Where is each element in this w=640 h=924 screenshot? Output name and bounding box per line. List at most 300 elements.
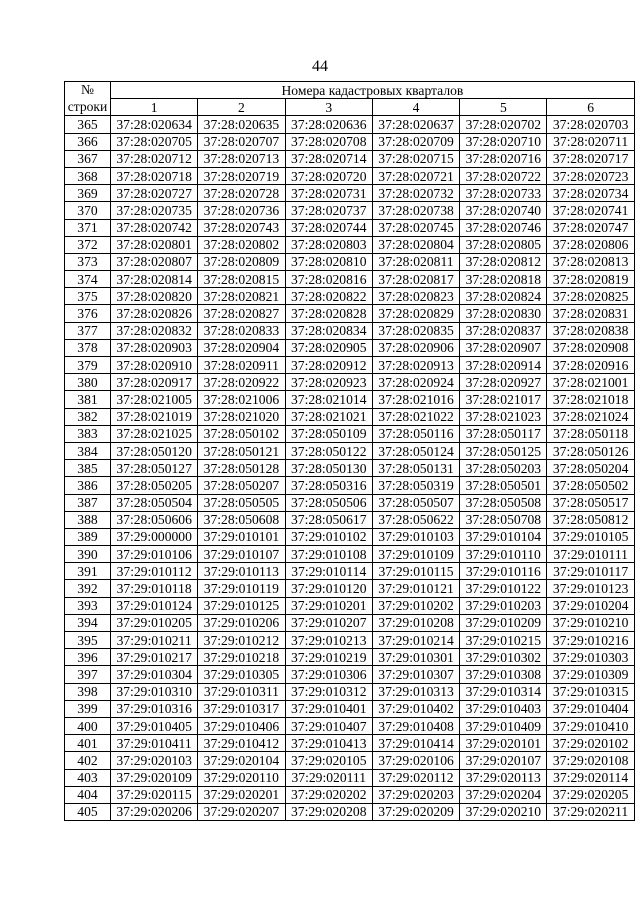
cadastral-number-cell: 37:28:020906 — [372, 339, 459, 356]
cadastral-number-cell: 37:29:010316 — [111, 700, 198, 717]
row-number-cell: 368 — [65, 167, 111, 184]
table-row — [65, 236, 635, 253]
cadastral-number-cell: 37:28:020720 — [285, 167, 372, 184]
cadastral-number-cell: 37:28:050319 — [372, 477, 459, 494]
cadastral-number-cell: 37:28:020810 — [285, 253, 372, 270]
row-number-cell: 380 — [65, 374, 111, 391]
cadastral-table — [64, 81, 635, 821]
cadastral-number-cell: 37:28:050502 — [547, 477, 634, 494]
cadastral-number-cell: 37:29:010317 — [198, 700, 285, 717]
cadastral-number-cell: 37:29:020102 — [547, 735, 634, 752]
cadastral-number-cell: 37:28:021005 — [111, 391, 198, 408]
cadastral-number-cell: 37:28:020837 — [460, 322, 547, 339]
cadastral-number-cell: 37:29:020104 — [198, 752, 285, 769]
cadastral-number-cell: 37:29:010312 — [285, 683, 372, 700]
cadastral-number-cell: 37:28:020838 — [547, 322, 634, 339]
cadastral-number-cell: 37:28:020737 — [285, 202, 372, 219]
cadastral-number-cell: 37:28:020746 — [460, 219, 547, 236]
cadastral-number-cell: 37:29:010110 — [460, 546, 547, 563]
cadastral-number-cell: 37:28:020812 — [460, 253, 547, 270]
cadastral-number-cell: 37:29:010122 — [460, 580, 547, 597]
table-row — [65, 752, 635, 769]
table-row — [65, 185, 635, 202]
cadastral-number-cell: 37:29:020205 — [547, 786, 634, 803]
row-number-header — [65, 82, 111, 116]
cadastral-number-cell: 37:28:020717 — [547, 150, 634, 167]
cadastral-number-cell: 37:28:020829 — [372, 305, 459, 322]
cadastral-number-cell: 37:29:020101 — [460, 735, 547, 752]
cadastral-number-cell: 37:29:020105 — [285, 752, 372, 769]
row-number-cell: 393 — [65, 597, 111, 614]
cadastral-number-cell: 37:28:050109 — [285, 425, 372, 442]
cadastral-number-cell: 37:28:020719 — [198, 167, 285, 184]
row-number-cell: 392 — [65, 580, 111, 597]
cadastral-number-cell: 37:29:020108 — [547, 752, 634, 769]
cadastral-number-cell: 37:29:020210 — [460, 803, 547, 820]
cadastral-number-cell: 37:29:010413 — [285, 735, 372, 752]
cadastral-number-cell: 37:28:050125 — [460, 442, 547, 459]
cadastral-number-cell: 37:28:020816 — [285, 271, 372, 288]
table-row — [65, 546, 635, 563]
table-row — [65, 150, 635, 167]
cadastral-number-cell: 37:29:010211 — [111, 632, 198, 649]
cadastral-number-cell: 37:29:010121 — [372, 580, 459, 597]
cadastral-number-cell: 37:28:020814 — [111, 271, 198, 288]
table-row — [65, 717, 635, 734]
cadastral-number-cell: 37:28:020806 — [547, 236, 634, 253]
cadastral-number-cell: 37:29:020207 — [198, 803, 285, 820]
cadastral-number-cell: 37:28:020740 — [460, 202, 547, 219]
cadastral-number-cell: 37:28:050606 — [111, 511, 198, 528]
row-number-cell: 386 — [65, 477, 111, 494]
table-row — [65, 288, 635, 305]
cadastral-number-cell: 37:28:050117 — [460, 425, 547, 442]
cadastral-number-cell: 37:28:020914 — [460, 357, 547, 374]
table-row — [65, 735, 635, 752]
table-row — [65, 511, 635, 528]
cadastral-number-cell: 37:28:020801 — [111, 236, 198, 253]
cadastral-number-cell: 37:28:050608 — [198, 511, 285, 528]
cadastral-number-cell: 37:29:010414 — [372, 735, 459, 752]
cadastral-number-cell: 37:28:021021 — [285, 408, 372, 425]
cadastral-number-cell: 37:29:020206 — [111, 803, 198, 820]
row-number-cell: 401 — [65, 735, 111, 752]
cadastral-number-cell: 37:29:010216 — [547, 632, 634, 649]
row-number-cell: 396 — [65, 649, 111, 666]
cadastral-number-cell: 37:28:021023 — [460, 408, 547, 425]
cadastral-number-cell: 37:28:020635 — [198, 116, 285, 133]
cadastral-number-cell: 37:28:020825 — [547, 288, 634, 305]
cadastral-number-cell: 37:28:020702 — [460, 116, 547, 133]
row-number-cell: 399 — [65, 700, 111, 717]
cadastral-number-cell: 37:28:020728 — [198, 185, 285, 202]
cadastral-number-cell: 37:29:020113 — [460, 769, 547, 786]
cadastral-number-cell: 37:28:020828 — [285, 305, 372, 322]
cadastral-number-cell: 37:28:021014 — [285, 391, 372, 408]
cadastral-number-cell: 37:29:020115 — [111, 786, 198, 803]
cadastral-number-cell: 37:28:020917 — [111, 374, 198, 391]
cadastral-number-cell: 37:28:050316 — [285, 477, 372, 494]
cadastral-number-cell: 37:29:020110 — [198, 769, 285, 786]
cadastral-number-cell: 37:28:020707 — [198, 133, 285, 150]
cadastral-number-cell: 37:28:021022 — [372, 408, 459, 425]
cadastral-number-cell: 37:28:020818 — [460, 271, 547, 288]
cadastral-number-cell: 37:28:050708 — [460, 511, 547, 528]
cadastral-number-cell: 37:28:020832 — [111, 322, 198, 339]
cadastral-number-cell: 37:28:020713 — [198, 150, 285, 167]
cadastral-number-cell: 37:28:050122 — [285, 442, 372, 459]
cadastral-number-cell: 37:29:010401 — [285, 700, 372, 717]
cadastral-number-cell: 37:29:010302 — [460, 649, 547, 666]
cadastral-number-cell: 37:29:010301 — [372, 649, 459, 666]
cadastral-number-cell: 37:28:050617 — [285, 511, 372, 528]
cadastral-number-cell: 37:28:020823 — [372, 288, 459, 305]
table-row — [65, 666, 635, 683]
cadastral-number-cell: 37:29:010114 — [285, 563, 372, 580]
cadastral-number-cell: 37:28:021020 — [198, 408, 285, 425]
cadastral-number-cell: 37:28:050203 — [460, 460, 547, 477]
cadastral-number-cell: 37:29:010105 — [547, 528, 634, 545]
cadastral-number-cell: 37:29:020107 — [460, 752, 547, 769]
cadastral-number-cell: 37:29:010308 — [460, 666, 547, 683]
cadastral-number-cell: 37:29:010411 — [111, 735, 198, 752]
cadastral-number-cell: 37:28:021006 — [198, 391, 285, 408]
cadastral-number-cell: 37:28:020742 — [111, 219, 198, 236]
cadastral-number-cell: 37:29:010113 — [198, 563, 285, 580]
cadastral-number-cell: 37:28:020741 — [547, 202, 634, 219]
cadastral-number-cell: 37:28:020703 — [547, 116, 634, 133]
table-row — [65, 460, 635, 477]
cadastral-number-cell: 37:28:020805 — [460, 236, 547, 253]
table-row — [65, 632, 635, 649]
table-row — [65, 374, 635, 391]
column-header: 3 — [285, 99, 372, 116]
cadastral-number-cell: 37:28:020634 — [111, 116, 198, 133]
cadastral-number-cell: 37:28:050204 — [547, 460, 634, 477]
table-header-row-1 — [65, 82, 635, 99]
table-header-row-2 — [65, 99, 635, 116]
row-number-cell: 377 — [65, 322, 111, 339]
row-number-cell: 383 — [65, 425, 111, 442]
cadastral-number-cell: 37:29:010103 — [372, 528, 459, 545]
table-row — [65, 786, 635, 803]
cadastral-number-cell: 37:28:050124 — [372, 442, 459, 459]
row-number-cell: 372 — [65, 236, 111, 253]
table-row — [65, 391, 635, 408]
table-row — [65, 322, 635, 339]
table-row — [65, 563, 635, 580]
row-number-cell: 388 — [65, 511, 111, 528]
column-header: 4 — [372, 99, 459, 116]
cadastral-number-cell: 37:29:010107 — [198, 546, 285, 563]
cadastral-number-cell: 37:28:020821 — [198, 288, 285, 305]
cadastral-number-cell: 37:28:050505 — [198, 494, 285, 511]
row-number-cell: 400 — [65, 717, 111, 734]
cadastral-number-cell: 37:28:050120 — [111, 442, 198, 459]
row-number-cell: 374 — [65, 271, 111, 288]
cadastral-number-cell: 37:28:020908 — [547, 339, 634, 356]
row-number-cell: 391 — [65, 563, 111, 580]
cadastral-number-cell: 37:28:020923 — [285, 374, 372, 391]
cadastral-number-cell: 37:28:020827 — [198, 305, 285, 322]
cadastral-number-cell: 37:28:050205 — [111, 477, 198, 494]
cadastral-number-cell: 37:28:020904 — [198, 339, 285, 356]
cadastral-number-cell: 37:29:010109 — [372, 546, 459, 563]
cadastral-number-cell: 37:29:010208 — [372, 614, 459, 631]
cadastral-number-cell: 37:28:020811 — [372, 253, 459, 270]
cadastral-number-cell: 37:29:010117 — [547, 563, 634, 580]
cadastral-number-cell: 37:28:020727 — [111, 185, 198, 202]
table-row — [65, 769, 635, 786]
cadastral-number-cell: 37:28:020709 — [372, 133, 459, 150]
cadastral-number-cell: 37:28:050126 — [547, 442, 634, 459]
cadastral-number-cell: 37:29:010217 — [111, 649, 198, 666]
cadastral-number-cell: 37:28:050501 — [460, 477, 547, 494]
cadastral-number-cell: 37:29:010118 — [111, 580, 198, 597]
row-number-cell: 369 — [65, 185, 111, 202]
cadastral-number-cell: 37:28:021025 — [111, 425, 198, 442]
column-header: 1 — [111, 99, 198, 116]
table-row — [65, 305, 635, 322]
cadastral-number-cell: 37:28:050128 — [198, 460, 285, 477]
cadastral-number-cell: 37:29:020112 — [372, 769, 459, 786]
cadastral-number-cell: 37:29:010402 — [372, 700, 459, 717]
cadastral-number-cell: 37:28:020822 — [285, 288, 372, 305]
cadastral-number-cell: 37:29:010310 — [111, 683, 198, 700]
cadastral-number-cell: 37:29:010123 — [547, 580, 634, 597]
cadastral-number-cell: 37:29:010116 — [460, 563, 547, 580]
table-row — [65, 219, 635, 236]
cadastral-number-cell: 37:28:020831 — [547, 305, 634, 322]
cadastral-number-cell: 37:29:020202 — [285, 786, 372, 803]
cadastral-number-cell: 37:28:020807 — [111, 253, 198, 270]
cadastral-number-cell: 37:29:010405 — [111, 717, 198, 734]
cadastral-number-cell: 37:29:010218 — [198, 649, 285, 666]
table-row — [65, 494, 635, 511]
cadastral-number-cell: 37:29:010212 — [198, 632, 285, 649]
cadastral-number-cell: 37:29:010313 — [372, 683, 459, 700]
cadastral-number-cell: 37:28:020743 — [198, 219, 285, 236]
cadastral-number-cell: 37:29:010119 — [198, 580, 285, 597]
row-number-cell: 367 — [65, 150, 111, 167]
cadastral-number-cell: 37:29:020201 — [198, 786, 285, 803]
cadastral-number-cell: 37:29:010315 — [547, 683, 634, 700]
row-number-header-label: строки — [67, 99, 108, 114]
cadastral-number-cell: 37:28:050517 — [547, 494, 634, 511]
row-number-cell: 395 — [65, 632, 111, 649]
cadastral-number-cell: 37:29:010204 — [547, 597, 634, 614]
table-row — [65, 339, 635, 356]
table-row — [65, 597, 635, 614]
cadastral-number-cell: 37:28:050504 — [111, 494, 198, 511]
cadastral-number-cell: 37:28:020833 — [198, 322, 285, 339]
cadastral-number-cell: 37:29:010209 — [460, 614, 547, 631]
table-row — [65, 477, 635, 494]
cadastral-number-cell: 37:28:020732 — [372, 185, 459, 202]
cadastral-number-cell: 37:29:010108 — [285, 546, 372, 563]
cadastral-number-cell: 37:29:020208 — [285, 803, 372, 820]
cadastral-number-cell: 37:29:010112 — [111, 563, 198, 580]
cadastral-number-cell: 37:29:010215 — [460, 632, 547, 649]
cadastral-number-cell: 37:29:010314 — [460, 683, 547, 700]
table-row — [65, 614, 635, 631]
cadastral-number-cell: 37:29:010210 — [547, 614, 634, 631]
cadastral-number-cell: 37:29:010404 — [547, 700, 634, 717]
table-row — [65, 357, 635, 374]
cadastral-number-cell: 37:28:020916 — [547, 357, 634, 374]
cadastral-number-cell: 37:28:020824 — [460, 288, 547, 305]
cadastral-number-cell: 37:28:020708 — [285, 133, 372, 150]
cadastral-number-cell: 37:28:020905 — [285, 339, 372, 356]
row-number-cell: 387 — [65, 494, 111, 511]
column-header: 6 — [547, 99, 634, 116]
cadastral-number-cell: 37:29:020114 — [547, 769, 634, 786]
cadastral-number-cell: 37:29:010207 — [285, 614, 372, 631]
cadastral-number-cell: 37:28:020819 — [547, 271, 634, 288]
cadastral-number-cell: 37:28:020912 — [285, 357, 372, 374]
cadastral-number-cell: 37:28:021016 — [372, 391, 459, 408]
table-row — [65, 683, 635, 700]
row-number-cell: 376 — [65, 305, 111, 322]
column-header: 5 — [460, 99, 547, 116]
cadastral-number-cell: 37:28:021017 — [460, 391, 547, 408]
cadastral-number-cell: 37:29:010409 — [460, 717, 547, 734]
cadastral-number-cell: 37:29:010303 — [547, 649, 634, 666]
row-number-cell: 404 — [65, 786, 111, 803]
cadastral-number-cell: 37:29:010125 — [198, 597, 285, 614]
row-number-cell: 384 — [65, 442, 111, 459]
cadastral-number-cell: 37:28:021018 — [547, 391, 634, 408]
cadastral-number-cell: 37:28:020815 — [198, 271, 285, 288]
cadastral-number-cell: 37:29:010407 — [285, 717, 372, 734]
cadastral-number-cell: 37:28:020744 — [285, 219, 372, 236]
cadastral-number-cell: 37:29:010104 — [460, 528, 547, 545]
cadastral-number-cell: 37:29:010406 — [198, 717, 285, 734]
cadastral-number-cell: 37:28:020736 — [198, 202, 285, 219]
cadastral-number-cell: 37:28:050127 — [111, 460, 198, 477]
row-number-cell: 389 — [65, 528, 111, 545]
cadastral-number-cell: 37:29:020103 — [111, 752, 198, 769]
cadastral-number-cell: 37:28:020927 — [460, 374, 547, 391]
cadastral-number-cell: 37:28:020714 — [285, 150, 372, 167]
cadastral-number-cell: 37:29:010101 — [198, 528, 285, 545]
table-row — [65, 442, 635, 459]
row-number-cell: 371 — [65, 219, 111, 236]
table-row — [65, 700, 635, 717]
cadastral-number-cell: 37:28:021019 — [111, 408, 198, 425]
cadastral-number-cell: 37:28:020721 — [372, 167, 459, 184]
row-number-cell: 390 — [65, 546, 111, 563]
cadastral-number-cell: 37:28:050118 — [547, 425, 634, 442]
cadastral-number-cell: 37:28:020711 — [547, 133, 634, 150]
cadastral-number-cell: 37:28:050507 — [372, 494, 459, 511]
cadastral-number-cell: 37:28:050812 — [547, 511, 634, 528]
cadastral-number-cell: 37:29:010124 — [111, 597, 198, 614]
cadastral-number-cell: 37:28:020718 — [111, 167, 198, 184]
cadastral-number-cell: 37:28:020738 — [372, 202, 459, 219]
table-row — [65, 425, 635, 442]
table-row — [65, 649, 635, 666]
row-number-cell: 405 — [65, 803, 111, 820]
cadastral-number-cell: 37:28:020830 — [460, 305, 547, 322]
cadastral-number-cell: 37:28:020835 — [372, 322, 459, 339]
row-number-cell: 379 — [65, 357, 111, 374]
cadastral-number-cell: 37:29:010115 — [372, 563, 459, 580]
cadastral-number-cell: 37:29:010203 — [460, 597, 547, 614]
row-number-cell: 370 — [65, 202, 111, 219]
cadastral-number-cell: 37:29:010306 — [285, 666, 372, 683]
cadastral-number-cell: 37:28:050102 — [198, 425, 285, 442]
cadastral-number-cell: 37:28:020817 — [372, 271, 459, 288]
cadastral-number-cell: 37:29:020209 — [372, 803, 459, 820]
cadastral-number-cell: 37:28:020715 — [372, 150, 459, 167]
cadastral-number-cell: 37:29:010120 — [285, 580, 372, 597]
cadastral-number-cell: 37:28:020745 — [372, 219, 459, 236]
cadastral-number-cell: 37:28:050207 — [198, 477, 285, 494]
cadastral-number-cell: 37:29:010311 — [198, 683, 285, 700]
table-row — [65, 271, 635, 288]
cadastral-number-cell: 37:28:020705 — [111, 133, 198, 150]
cadastral-number-cell: 37:28:020731 — [285, 185, 372, 202]
cadastral-number-cell: 37:29:020203 — [372, 786, 459, 803]
table-row — [65, 253, 635, 270]
table-row — [65, 133, 635, 150]
cadastral-number-cell: 37:29:010219 — [285, 649, 372, 666]
cadastral-number-cell: 37:29:020109 — [111, 769, 198, 786]
cadastral-number-cell: 37:29:020111 — [285, 769, 372, 786]
cadastral-number-cell: 37:29:010201 — [285, 597, 372, 614]
cadastral-number-cell: 37:29:010111 — [547, 546, 634, 563]
cadastral-number-cell: 37:28:020911 — [198, 357, 285, 374]
cadastral-number-cell: 37:28:050116 — [372, 425, 459, 442]
cadastral-number-cell: 37:28:020903 — [111, 339, 198, 356]
page-number: 44 — [312, 58, 328, 75]
cadastral-number-cell: 37:29:010214 — [372, 632, 459, 649]
cadastral-number-cell: 37:29:020204 — [460, 786, 547, 803]
cadastral-number-cell: 37:28:020636 — [285, 116, 372, 133]
cadastral-number-cell: 37:29:010206 — [198, 614, 285, 631]
row-number-cell: 366 — [65, 133, 111, 150]
cadastral-number-cell: 37:28:020809 — [198, 253, 285, 270]
cadastral-number-cell: 37:29:010412 — [198, 735, 285, 752]
cadastral-number-cell: 37:28:020834 — [285, 322, 372, 339]
cadastral-number-cell: 37:29:010202 — [372, 597, 459, 614]
cadastral-number-cell: 37:29:010309 — [547, 666, 634, 683]
cadastral-number-cell: 37:28:020913 — [372, 357, 459, 374]
table-body — [65, 116, 635, 821]
row-number-cell: 373 — [65, 253, 111, 270]
cadastral-number-cell: 37:28:020802 — [198, 236, 285, 253]
cadastral-number-cell: 37:28:020747 — [547, 219, 634, 236]
column-header: 2 — [198, 99, 285, 116]
cadastral-number-cell: 37:28:020804 — [372, 236, 459, 253]
cadastral-number-cell: 37:28:021001 — [547, 374, 634, 391]
cadastral-number-cell: 37:28:020735 — [111, 202, 198, 219]
cadastral-number-cell: 37:29:000000 — [111, 528, 198, 545]
cadastral-number-cell: 37:28:020826 — [111, 305, 198, 322]
cadastral-number-cell: 37:28:050131 — [372, 460, 459, 477]
cadastral-number-cell: 37:28:020723 — [547, 167, 634, 184]
cadastral-number-cell: 37:28:020716 — [460, 150, 547, 167]
cadastral-number-cell: 37:28:020733 — [460, 185, 547, 202]
cadastral-number-cell: 37:28:020910 — [111, 357, 198, 374]
cadastral-number-cell: 37:28:050121 — [198, 442, 285, 459]
table-row — [65, 528, 635, 545]
cadastral-number-cell: 37:28:020813 — [547, 253, 634, 270]
cadastral-number-cell: 37:29:010205 — [111, 614, 198, 631]
table-row — [65, 803, 635, 820]
row-number-cell: 397 — [65, 666, 111, 683]
